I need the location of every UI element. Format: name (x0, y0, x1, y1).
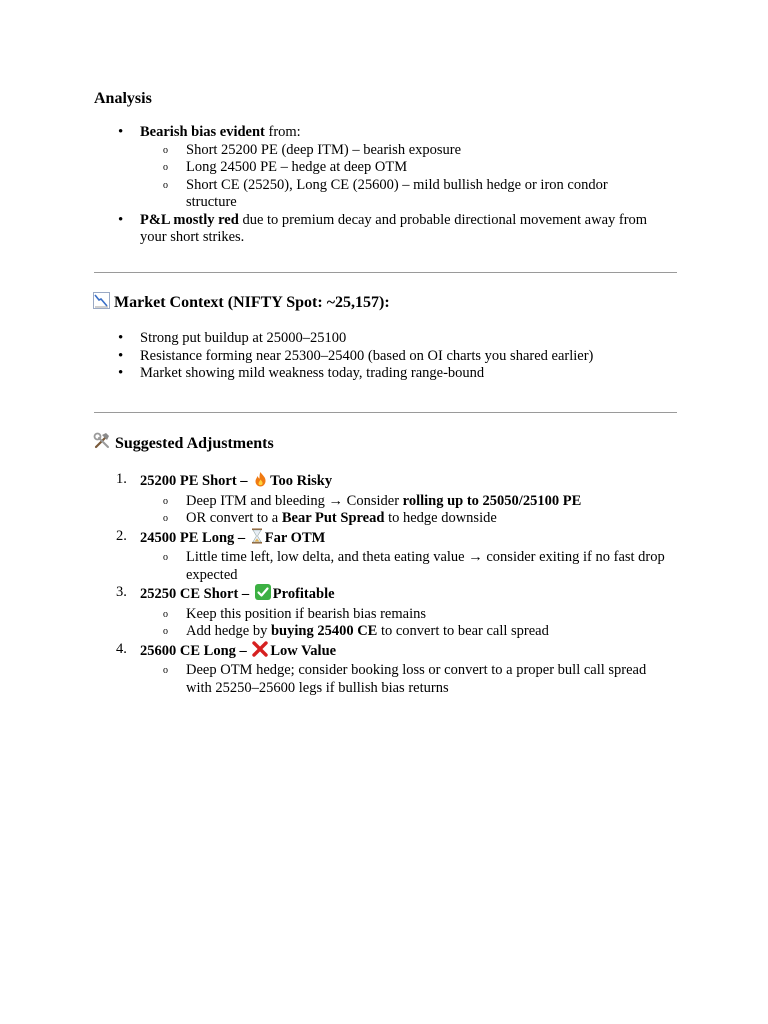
list-item (118, 212, 660, 247)
list-item (118, 348, 678, 366)
sub-list-item: o Deep ITM and bleeding → Consider rolling up to 25050/25100 PE (163, 492, 582, 509)
list-number: 2. (116, 527, 127, 544)
list-number: 4. (116, 640, 127, 657)
sub-list-item: o Long 24500 PE – hedge at deep OTM (163, 159, 408, 175)
position-title: 24500 PE Long – (140, 529, 246, 546)
market-context-heading (93, 292, 390, 315)
sub-item-text: to hedge downside (384, 510, 497, 526)
check-mark-button-icon (255, 584, 271, 606)
sub-list-item: o Add hedge by buying 25400 CE to convert to bear call spread (163, 623, 549, 639)
sub-item-emphasis: buying 25400 CE (270, 623, 378, 639)
sub-list-item: o Deep OTM hedge; consider booking loss or convert to a proper bull call spread with 25250–25600 legs if bullish bias returns (163, 662, 647, 696)
sub-item-text: to convert to bear call spread (377, 623, 549, 639)
status-label: Far OTM (264, 529, 326, 546)
sub-list-item: o Keep this position if bearish bias remains (163, 605, 427, 622)
analysis-heading: Analysis (94, 90, 152, 107)
list-item (118, 528, 678, 550)
list-item (118, 471, 678, 493)
hammer-and-wrench-icon (93, 432, 111, 456)
list-item (118, 641, 678, 663)
sub-item-emphasis: Bear Put Spread (281, 510, 385, 526)
list-number: 3. (116, 584, 127, 600)
bullet-marker (118, 348, 136, 366)
list-item-text: from: (264, 124, 301, 140)
sub-item-text: Deep OTM hedge; consider booking loss or convert to a proper bull call spread with 25250–25600 legs if bullish bias returns (186, 662, 647, 696)
list-item-text: Resistance forming near 25300–25400 (based on OI charts you shared earlier) (140, 347, 594, 364)
bearish-bias-label: Bearish bias evident (140, 124, 265, 140)
sub-list-item: o Little time left, low delta, and theta eating value → consider exiting if no fast drop expected (163, 549, 665, 583)
suggested-adjustments-heading (93, 432, 274, 456)
bullet-marker (118, 124, 136, 142)
market-context-title: Market Context (NIFTY Spot: ~25,157): (114, 294, 390, 311)
adjustments-list (118, 471, 678, 697)
status-label: Too Risky (270, 473, 333, 489)
market-list (118, 330, 678, 383)
position-title: 25250 CE Short – (140, 586, 250, 602)
sub-item-emphasis: rolling up to 25050/25100 PE (402, 492, 582, 509)
fire-icon (253, 471, 268, 493)
sub-list-item: o Short 25200 PE (deep ITM) – bearish exposure (163, 141, 462, 158)
sub-item-text: Short CE (25250), Long CE (25600) – mild bullish hedge or iron condor structure (186, 176, 608, 210)
list-number: 1. (116, 471, 127, 487)
list-item-text: Strong put buildup at 25000–25100 (140, 330, 347, 346)
sub-list-item: o OR convert to a Bear Put Spread to hedge downside (163, 510, 497, 526)
sub-item-text: Short 25200 PE (deep ITM) – bearish exposure (186, 141, 462, 158)
position-title: 25200 PE Short – (140, 473, 248, 489)
list-item (118, 124, 678, 142)
sub-item-text: OR convert to a (186, 510, 282, 526)
sub-item-text: Deep ITM and bleeding → Consider (186, 492, 403, 509)
status-label: Profitable (272, 586, 335, 602)
pl-label: P&L mostly red (140, 211, 239, 228)
list-item-text: due to premium decay and probable directional movement away from your short strikes. (140, 211, 648, 245)
cross-mark-icon (252, 641, 268, 663)
hourglass-icon (251, 528, 263, 550)
analysis-list (118, 124, 678, 247)
list-item (118, 365, 678, 383)
bullet-marker (118, 365, 136, 383)
sub-list-item: o Short CE (25250), Long CE (25600) – mild bullish hedge or iron condor structure (163, 176, 608, 210)
sub-item-text: Keep this position if bearish bias remains (186, 605, 427, 622)
suggested-adjustments-title: Suggested Adjustments (115, 435, 274, 452)
list-item (118, 584, 678, 606)
list-item (118, 330, 678, 348)
bullet-marker (118, 330, 136, 348)
status-label: Low Value (270, 642, 337, 659)
sub-item-text: Long 24500 PE – hedge at deep OTM (186, 159, 408, 175)
bullet-marker (118, 212, 136, 230)
horizontal-rule (94, 272, 677, 273)
chart-decreasing-icon (93, 292, 110, 315)
sub-item-text: Add hedge by (186, 623, 271, 639)
list-item-text: Market showing mild weakness today, trading range-bound (140, 365, 485, 381)
position-title: 25600 CE Long – (140, 642, 247, 659)
sub-item-text: Little time left, low delta, and theta eating value → consider exiting if no fast drop expected (186, 549, 665, 583)
horizontal-rule (94, 412, 677, 413)
